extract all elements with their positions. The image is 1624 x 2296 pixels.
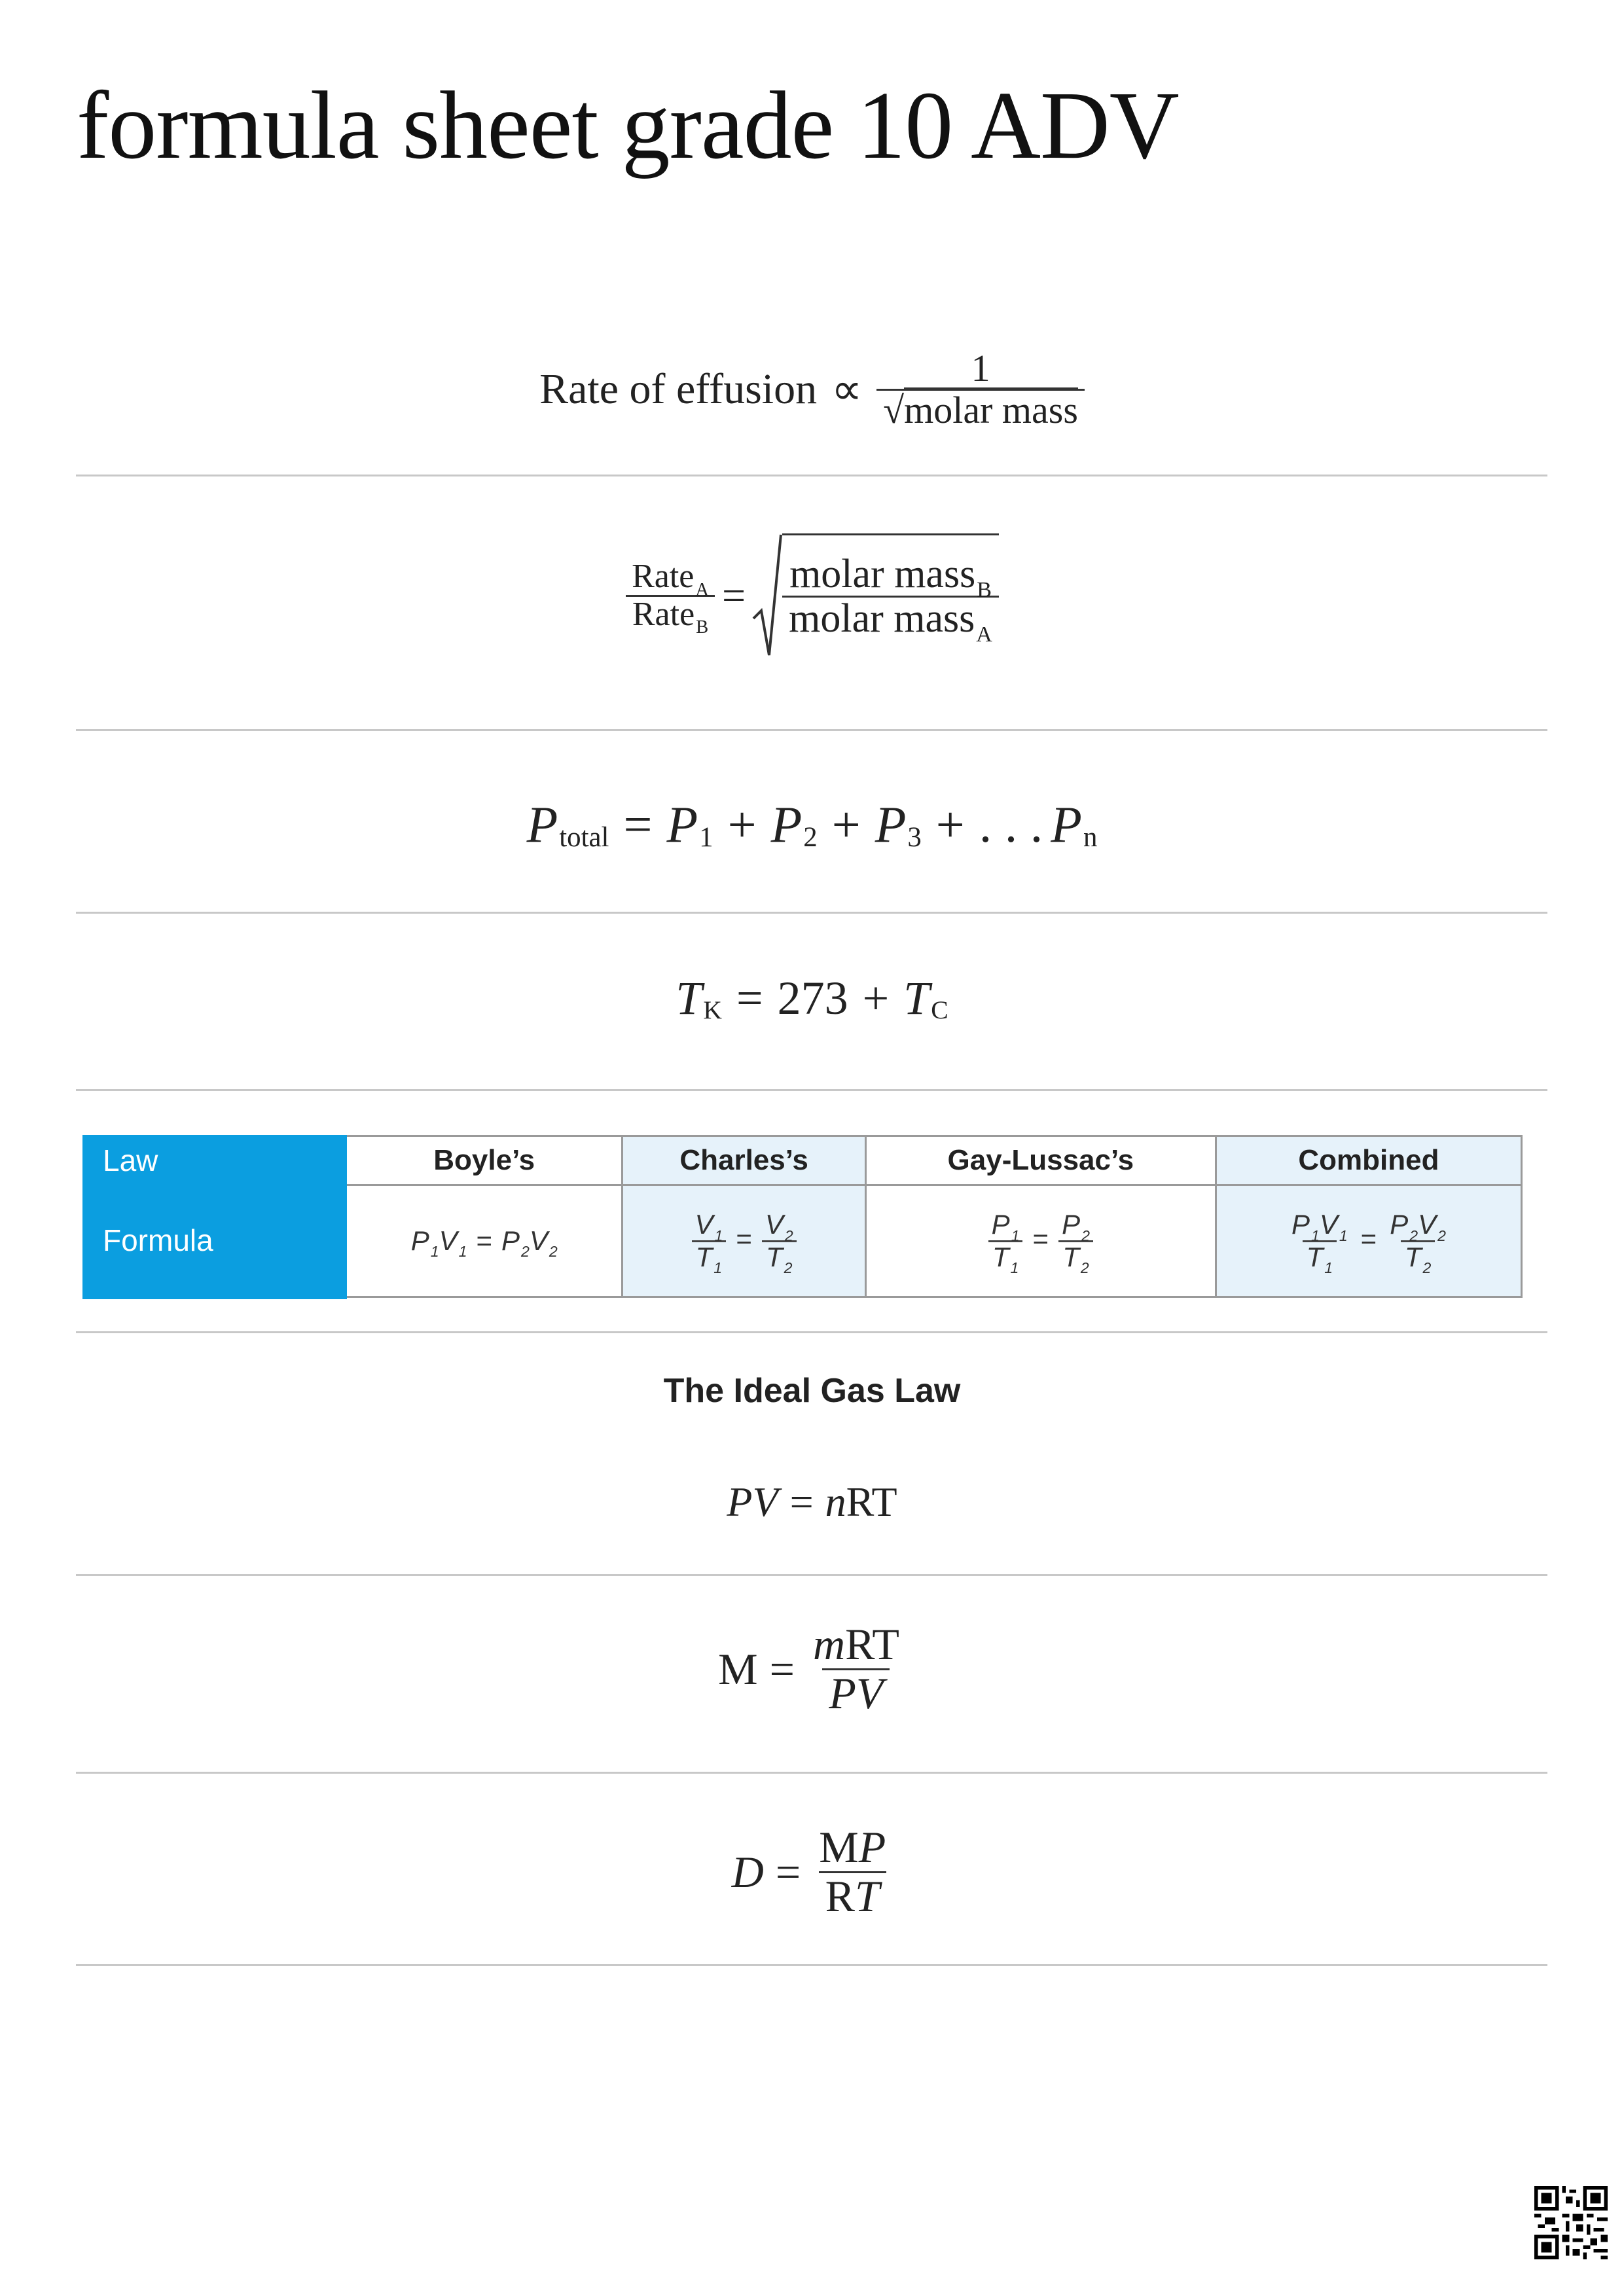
effusion-fraction	[876, 346, 1085, 431]
m-symbol: M	[718, 1643, 758, 1694]
charles-formula: $\frac{V_1}{T_1}$ = $\frac{V_2}{T_2}$	[623, 1185, 865, 1297]
ellipsis: . . .	[979, 796, 1043, 853]
rate-a: Rate$_A$	[632, 557, 710, 600]
subscript-c: C	[931, 995, 948, 1024]
equals-sign: =	[769, 1643, 795, 1694]
table-header-row	[84, 1136, 1522, 1185]
effusion-denominator	[876, 389, 1085, 431]
plus-sign: +	[862, 971, 890, 1024]
molar-mass-fraction	[806, 1621, 906, 1717]
boyles-formula: $P_1V_1 = P_2V_2$	[346, 1185, 623, 1297]
divider	[76, 1574, 1547, 1576]
row-label-law: Law	[84, 1136, 346, 1185]
density-fraction	[812, 1824, 892, 1920]
p-symbol: P	[1051, 796, 1082, 853]
subscript-n: n	[1083, 821, 1098, 853]
column-boyles: Boyle’s	[346, 1136, 623, 1185]
divider	[76, 729, 1547, 731]
molar-mass-a: molar mass$_A$	[782, 596, 999, 640]
subscript-1: 1	[699, 821, 713, 853]
divider	[76, 1331, 1547, 1333]
constant-273: 273	[777, 971, 848, 1024]
grahams-law-formula	[0, 530, 1624, 661]
daltons-law-formula	[0, 779, 1624, 870]
effusion-numerator: 1	[971, 346, 990, 389]
ideal-gas-heading: The Ideal Gas Law	[663, 1372, 961, 1410]
radical-icon	[752, 533, 782, 658]
table-formula-row	[84, 1185, 1522, 1297]
divider	[76, 912, 1547, 914]
d-symbol: D	[731, 1846, 764, 1897]
ideal-gas-formula	[0, 1469, 1624, 1535]
equals-sign: =	[736, 971, 763, 1024]
effusion-label: Rate of effusion	[539, 365, 818, 413]
plus-sign: +	[831, 796, 861, 853]
column-charles: Charles’s	[623, 1136, 865, 1185]
divider	[76, 1089, 1547, 1091]
divider	[76, 1772, 1547, 1774]
equals-sign: =	[775, 1846, 801, 1897]
density-formula	[0, 1820, 1624, 1924]
subscript-3: 3	[907, 821, 922, 853]
rate-ratio	[625, 557, 715, 638]
p-symbol: P	[666, 796, 698, 853]
p-symbol: P	[770, 796, 803, 853]
combined-formula: $\frac{P_1V_1}{T_1}$ = $\frac{P_2V_2}{T_2}$	[1216, 1185, 1521, 1297]
t-symbol: T	[676, 971, 702, 1024]
square-root	[752, 533, 999, 658]
molar-mass-numerator: mRT	[812, 1619, 899, 1670]
density-denominator: RT	[819, 1871, 886, 1920]
molar-mass-text: molar mass	[904, 388, 1078, 431]
column-gay-lussac: Gay-Lussac’s	[865, 1136, 1216, 1185]
equals-sign: =	[789, 1479, 814, 1525]
rt-symbols: RT	[846, 1479, 897, 1525]
density-numerator: MP	[819, 1822, 886, 1873]
effusion-formula	[0, 340, 1624, 439]
proportional-symbol: ∝	[831, 366, 863, 414]
n-symbol: n	[825, 1479, 846, 1525]
subscript-k: K	[703, 995, 722, 1024]
molar-mass-formula	[0, 1617, 1624, 1721]
row-label-formula: Formula	[84, 1185, 346, 1297]
radical-icon: √	[883, 388, 905, 431]
divider	[76, 1964, 1547, 1966]
plus-sign: +	[727, 796, 757, 853]
v-symbol: V	[752, 1479, 778, 1525]
temperature-formula	[0, 956, 1624, 1041]
equals-sign: =	[722, 572, 746, 619]
divider	[76, 475, 1547, 476]
plus-sign: +	[935, 796, 965, 853]
subscript-2: 2	[803, 821, 818, 853]
equals-sign: =	[623, 796, 653, 853]
p-symbol: P	[727, 1479, 753, 1525]
page-title: formula sheet grade 10 ADV	[77, 72, 1179, 179]
rate-b: Rate$_B$	[626, 595, 715, 633]
molar-mass-denominator: PV	[822, 1668, 890, 1717]
column-combined: Combined	[1216, 1136, 1521, 1185]
p-symbol: P	[875, 796, 907, 853]
qr-code-icon[interactable]	[1534, 2186, 1608, 2259]
subscript-total: total	[559, 821, 609, 853]
molar-mass-b: molar mass$_B$	[789, 551, 992, 603]
gas-laws-table	[82, 1135, 1523, 1299]
p-symbol: P	[526, 796, 558, 853]
gay-lussac-formula: $\frac{P_1}{T_1}$ = $\frac{P_2}{T_2}$	[865, 1185, 1216, 1297]
t-symbol: T	[903, 971, 930, 1024]
